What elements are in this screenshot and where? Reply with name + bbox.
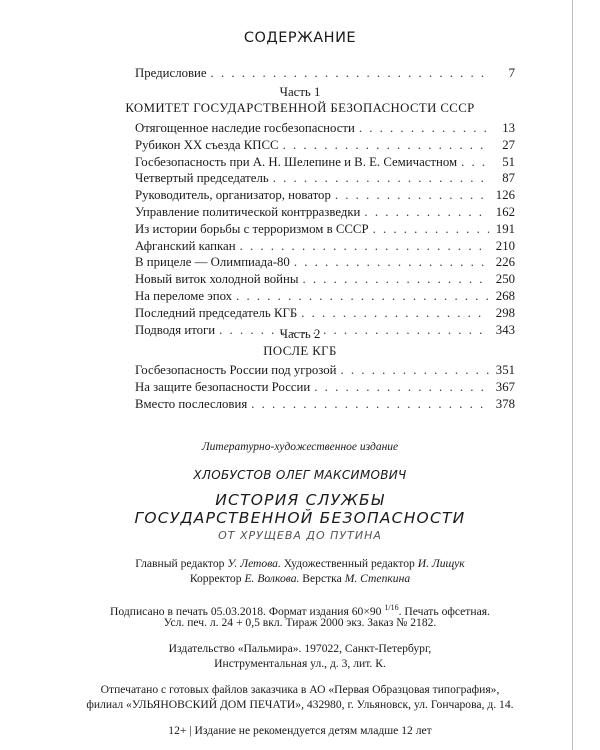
toc-entry-title: Отягощенное наследие госбезопасности [135, 121, 355, 135]
chief-editor-label: Главный редактор [135, 557, 225, 570]
toc-entry [135, 397, 515, 414]
toc-entry-title: Руководитель, организатор, новатор [135, 188, 331, 203]
layout-label: Верстка [302, 572, 342, 585]
toc-entry-page: 378 [495, 396, 515, 411]
toc-entry [135, 66, 515, 83]
part-2-label: Часть 2 [279, 327, 321, 341]
toc-entry [135, 380, 515, 397]
part-2-title: ПОСЛЕ КГБ [263, 344, 337, 358]
toc-entry [135, 255, 515, 272]
publisher-line-2: Инструментальная ул., д. 3, лит. К. [214, 657, 386, 670]
toc-entry [135, 138, 515, 155]
toc-preface [135, 66, 515, 83]
signed-text: Подписано в печать 05.03.2018. Формат издания 60×90 [110, 604, 385, 618]
toc-leader-dots [364, 205, 489, 220]
toc-entry [135, 188, 515, 205]
toc-leader-dots [301, 306, 489, 321]
part-1-title: КОМИТЕТ ГОСУДАРСТВЕННОЙ БЕЗОПАСНОСТИ СССР [125, 101, 475, 115]
toc-entry [135, 205, 515, 222]
chief-editor-name: У. Летова. [227, 557, 281, 570]
part-1-label: Часть 1 [279, 85, 321, 99]
toc-entry-title: Новый виток холодной войны [135, 272, 299, 287]
toc-leader-dots [373, 222, 489, 237]
toc-leader-dots [283, 138, 489, 153]
credits-editors [0, 556, 600, 571]
toc-entry [135, 222, 515, 239]
age-rating: 12+ | Издание не рекомендуется детям младше 12 лет [168, 724, 432, 737]
publisher-line-1: Издательство «Пальмира». 197022, Санкт-Петербург, [168, 642, 432, 655]
toc-entry [135, 239, 515, 256]
toc-entry-title: Предисловие [135, 66, 207, 80]
toc-entry [135, 121, 515, 138]
toc-entry-title: Управление политической контрразведки [135, 204, 361, 219]
toc-entry-title: Последний председатель КГБ [135, 305, 298, 320]
toc-entry-page: 268 [495, 288, 515, 303]
toc-entry-page: 27 [502, 137, 515, 152]
toc-entry-page: 162 [495, 204, 515, 219]
toc-entry-page: 298 [495, 305, 515, 320]
toc-leader-dots [240, 239, 489, 254]
toc-leader-dots [359, 121, 489, 136]
author-name: ХЛОБУСТОВ ОЛЕГ МАКСИМОВИЧ [193, 468, 407, 482]
toc-leader-dots [314, 380, 489, 395]
toc-entry-title: Госбезопасность при А. Н. Шелепине и В. Е. Семичастном [135, 154, 458, 169]
layout-name: М. Степкина [344, 572, 411, 585]
toc-entry-title: Подводя итоги [135, 322, 216, 337]
print-sheets: Усл. печ. л. 24 + 0,5 вкл. Тираж 2000 экз. Заказ № 2182. [163, 616, 437, 629]
toc-entry-page: 351 [495, 363, 515, 377]
toc-entry-page: 191 [495, 221, 515, 236]
toc-entry-page: 226 [495, 255, 515, 270]
toc-part-2-list [135, 363, 515, 413]
toc-entry-page: 367 [495, 379, 515, 394]
toc-leader-dots [251, 397, 489, 412]
toc-entry-title: Рубикон XX съезда КПСС [135, 137, 279, 152]
corrector-label: Корректор [189, 572, 242, 585]
toc-leader-dots [461, 155, 489, 170]
toc-title: СОДЕРЖАНИЕ [243, 30, 357, 46]
toc-part-1-list [135, 121, 515, 339]
format-fraction: 1/16 [384, 603, 399, 612]
print-type: . Печать офсетная. [398, 604, 490, 618]
toc-entry-page: 250 [495, 272, 515, 287]
toc-leader-dots [273, 171, 489, 186]
book-subtitle: ОТ ХРУЩЕВА ДО ПУТИНА [218, 529, 382, 542]
toc-entry-title: Из истории борьбы с терроризмом в СССР [135, 221, 369, 236]
toc-entry-page: 87 [502, 171, 515, 186]
edition-type: Литературно-художественное издание [201, 441, 399, 453]
toc-entry-title: Госбезопасность России под угрозой [135, 363, 337, 377]
toc-entry-title: Четвертый председатель [135, 171, 269, 186]
toc-leader-dots [294, 255, 489, 270]
toc-entry-page: 13 [502, 121, 515, 135]
book-title-line-2: ГОСУДАРСТВЕННОЙ БЕЗОПАСНОСТИ [134, 509, 466, 527]
credits-correction [0, 571, 600, 586]
toc-leader-dots [211, 66, 489, 81]
art-editor-name: И. Лищук [417, 557, 465, 570]
toc-entry [135, 272, 515, 289]
toc-entry [135, 171, 515, 188]
toc-entry [135, 289, 515, 306]
toc-entry [135, 155, 515, 172]
toc-leader-dots [302, 272, 489, 287]
toc-entry-page: 210 [495, 238, 515, 253]
book-title-line-1: ИСТОРИЯ СЛУЖБЫ [215, 491, 385, 509]
printed-line-2: филиал «УЛЬЯНОВСКИЙ ДОМ ПЕЧАТИ», 432980, г. Ульяновск, ул. Гончарова, д. 14. [86, 698, 514, 711]
toc-leader-dots [335, 188, 489, 203]
toc-entry [135, 363, 515, 380]
toc-entry [135, 306, 515, 323]
toc-entry-title: На переломе эпох [135, 288, 233, 303]
toc-entry-title: Афганский капкан [135, 238, 236, 253]
corrector-name: Е. Волкова. [244, 572, 300, 585]
toc-entry-title: Вместо послесловия [135, 396, 248, 411]
toc-entry-title: В прицеле — Олимпиада-80 [135, 255, 290, 270]
toc-entry-title: На защите безопасности России [135, 379, 311, 394]
toc-entry-page: 51 [502, 154, 515, 169]
toc-leader-dots [341, 363, 490, 378]
toc-leader-dots [236, 289, 489, 304]
printed-line-1: Отпечатано с готовых файлов заказчика в АО «Первая Образцовая типография», [100, 683, 500, 696]
art-editor-label: Художественный редактор [283, 557, 415, 570]
toc-entry-page: 343 [495, 322, 515, 337]
toc-entry-page: 7 [508, 66, 515, 80]
toc-entry-page: 126 [495, 188, 515, 203]
